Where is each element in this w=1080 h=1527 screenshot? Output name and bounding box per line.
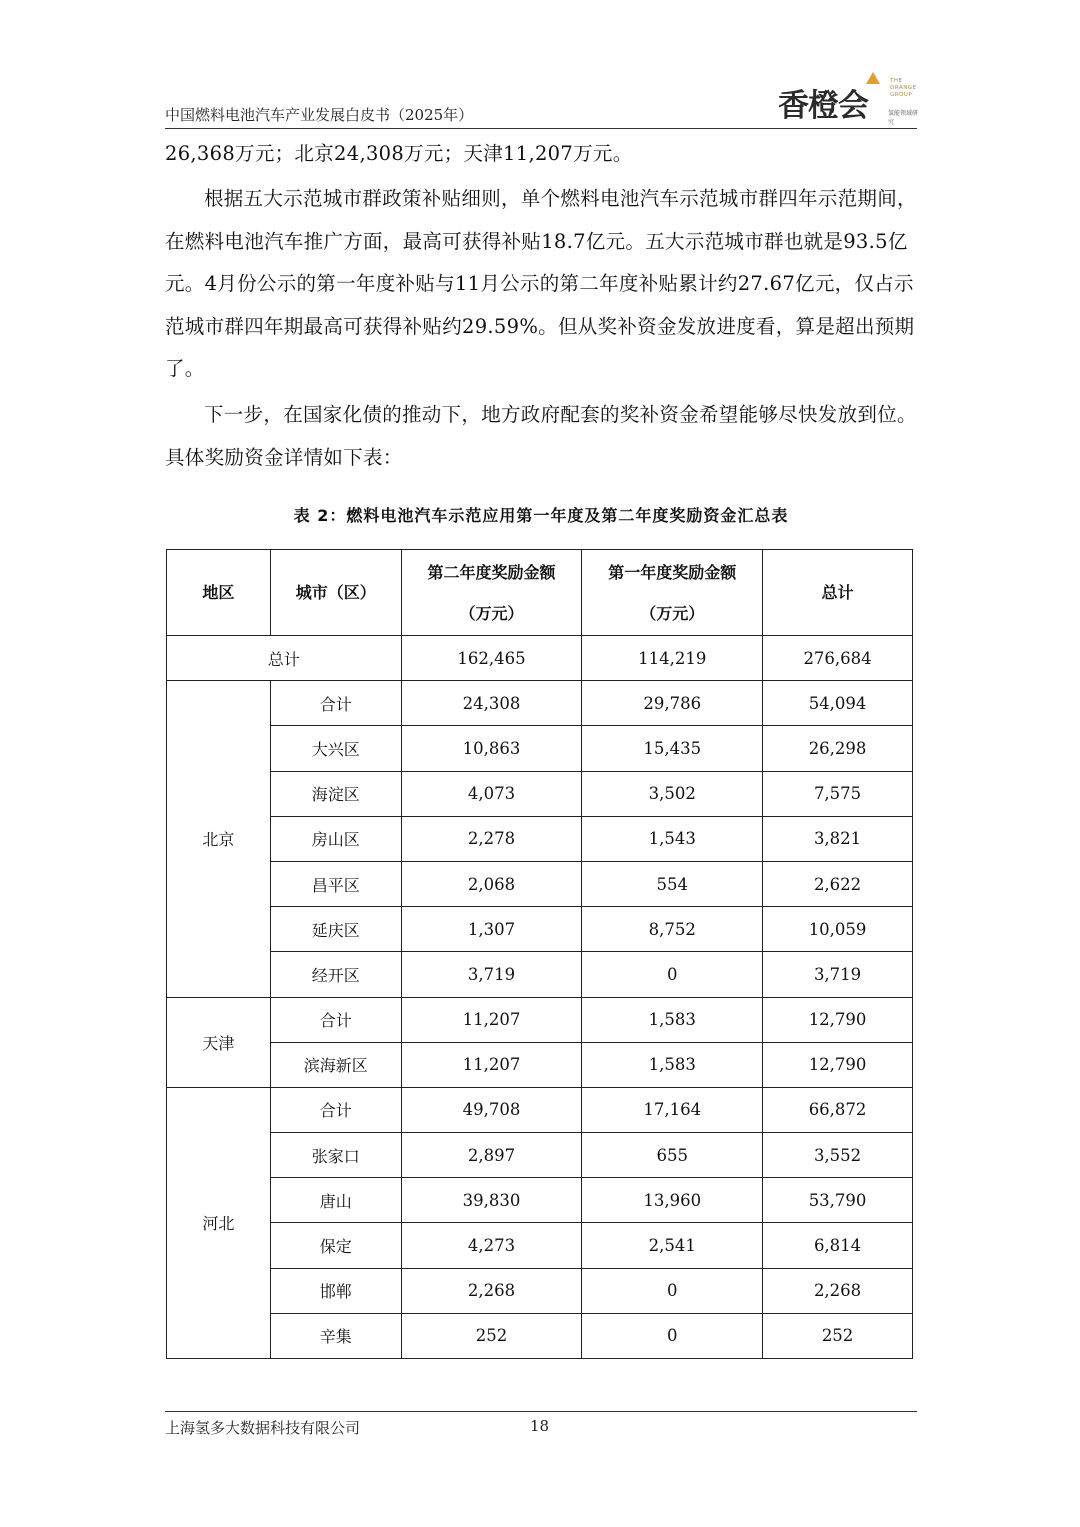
year1-cell: 0 xyxy=(582,1313,763,1358)
region-hebei: 河北 xyxy=(167,1087,271,1358)
year2-cell: 252 xyxy=(401,1313,582,1358)
city-cell: 唐山 xyxy=(270,1178,401,1223)
year1-cell: 554 xyxy=(582,861,763,906)
grand-total-year1: 114,219 xyxy=(582,636,763,681)
logo xyxy=(778,72,919,126)
logo-sub: 氢能领域研究 xyxy=(888,110,919,126)
table-row xyxy=(167,1268,913,1313)
year1-cell: 1,543 xyxy=(582,816,763,861)
total-cell: 3,552 xyxy=(763,1133,913,1178)
table-row xyxy=(167,771,913,816)
table-row xyxy=(167,907,913,952)
city-cell: 合计 xyxy=(270,681,401,726)
city-cell: 保定 xyxy=(270,1223,401,1268)
total-cell: 12,790 xyxy=(763,997,913,1042)
year1-cell: 1,583 xyxy=(582,997,763,1042)
award-table xyxy=(166,549,913,1359)
table-row xyxy=(167,1042,913,1087)
year2-cell: 24,308 xyxy=(401,681,582,726)
paragraph-text: 下一步，在国家化债的推动下，地方政府配套的奖补资金希望能够尽快发放到位。具体奖励资金详情如下表： xyxy=(165,403,917,469)
header-year1-line2: （万元） xyxy=(640,603,705,623)
year2-cell: 4,073 xyxy=(401,771,582,816)
total-cell: 26,298 xyxy=(763,726,913,771)
total-cell: 53,790 xyxy=(763,1178,913,1223)
year1-cell: 17,164 xyxy=(582,1087,763,1132)
table-row xyxy=(167,952,913,997)
header-year2-line1: 第二年度奖励金额 xyxy=(427,562,556,582)
year1-cell: 2,541 xyxy=(582,1223,763,1268)
city-cell: 经开区 xyxy=(270,952,401,997)
grand-total-row xyxy=(167,636,913,681)
city-cell: 大兴区 xyxy=(270,726,401,771)
paragraph-text: 26,368万元；北京24,308万元；天津11,207万元。 xyxy=(165,142,633,165)
city-cell: 延庆区 xyxy=(270,907,401,952)
city-cell: 海淀区 xyxy=(270,771,401,816)
year2-cell: 11,207 xyxy=(401,997,582,1042)
year2-cell: 3,719 xyxy=(401,952,582,997)
city-cell: 邯郸 xyxy=(270,1268,401,1313)
region-tianjin: 天津 xyxy=(167,997,271,1087)
paragraph-3 xyxy=(165,394,917,479)
year1-cell: 3,502 xyxy=(582,771,763,816)
header-year2-line2: （万元） xyxy=(459,603,524,623)
city-cell: 合计 xyxy=(270,997,401,1042)
table-row xyxy=(167,681,913,726)
year2-cell: 2,068 xyxy=(401,861,582,906)
header-city: 城市（区） xyxy=(270,550,401,636)
paragraph-1 xyxy=(165,133,917,176)
year1-cell: 655 xyxy=(582,1133,763,1178)
logo-en: THE ORANGE GROUP xyxy=(890,78,917,98)
table-row xyxy=(167,1178,913,1223)
table-row xyxy=(167,861,913,906)
grand-total-year2: 162,465 xyxy=(401,636,582,681)
city-cell: 合计 xyxy=(270,1087,401,1132)
header-total: 总计 xyxy=(763,550,913,636)
city-cell: 昌平区 xyxy=(270,861,401,906)
header-year1-line1: 第一年度奖励金额 xyxy=(608,562,737,582)
total-cell: 2,622 xyxy=(763,861,913,906)
year2-cell: 4,273 xyxy=(401,1223,582,1268)
header-year2 xyxy=(401,550,582,636)
grand-total-label: 总计 xyxy=(167,636,402,681)
footer-company: 上海氢多大数据科技有限公司 xyxy=(165,1419,361,1437)
year2-cell: 2,278 xyxy=(401,816,582,861)
year2-cell: 49,708 xyxy=(401,1087,582,1132)
year2-cell: 1,307 xyxy=(401,907,582,952)
table-row xyxy=(167,1133,913,1178)
header-rule xyxy=(165,128,917,129)
header-title: 中国燃料电池汽车产业发展白皮书（2025年） xyxy=(165,106,474,124)
total-cell: 7,575 xyxy=(763,771,913,816)
table-caption: 表 2：燃料电池汽车示范应用第一年度及第二年度奖励资金汇总表 xyxy=(293,506,789,525)
paragraph-2 xyxy=(165,178,917,391)
year1-cell: 15,435 xyxy=(582,726,763,771)
year1-cell: 13,960 xyxy=(582,1178,763,1223)
total-cell: 66,872 xyxy=(763,1087,913,1132)
header-region: 地区 xyxy=(167,550,271,636)
region-beijing: 北京 xyxy=(167,681,271,997)
header-year1 xyxy=(582,550,763,636)
table-row xyxy=(167,816,913,861)
total-cell: 54,094 xyxy=(763,681,913,726)
table-row xyxy=(167,997,913,1042)
total-cell: 252 xyxy=(763,1313,913,1358)
footer-rule xyxy=(165,1411,917,1412)
year1-cell: 8,752 xyxy=(582,907,763,952)
year2-cell: 39,830 xyxy=(401,1178,582,1223)
total-cell: 3,821 xyxy=(763,816,913,861)
city-cell: 房山区 xyxy=(270,816,401,861)
table-row xyxy=(167,1087,913,1132)
table-row xyxy=(167,1313,913,1358)
city-cell: 滨海新区 xyxy=(270,1042,401,1087)
total-cell: 10,059 xyxy=(763,907,913,952)
total-cell: 6,814 xyxy=(763,1223,913,1268)
logo-mark-icon xyxy=(866,72,880,84)
grand-total-total: 276,684 xyxy=(763,636,913,681)
table-row xyxy=(167,1223,913,1268)
city-cell: 张家口 xyxy=(270,1133,401,1178)
total-cell: 2,268 xyxy=(763,1268,913,1313)
total-cell: 12,790 xyxy=(763,1042,913,1087)
city-cell: 辛集 xyxy=(270,1313,401,1358)
logo-text: 香橙会 xyxy=(778,88,868,124)
year1-cell: 0 xyxy=(582,1268,763,1313)
total-cell: 3,719 xyxy=(763,952,913,997)
year1-cell: 29,786 xyxy=(582,681,763,726)
table-row xyxy=(167,726,913,771)
paragraph-text: 根据五大示范城市群政策补贴细则，单个燃料电池汽车示范城市群四年示范期间，在燃料电池汽车推广方面，最高可获得补贴18.7亿元。五大示范城市群也就是93.5亿元。4月份公示的第一年度补贴与11月公示的第二年度补贴累计约27.67亿元，仅占示范城市群四年期最高可获得补贴约29.59%。但从奖补资金发放进度看，算是超出预期了。 xyxy=(165,187,917,380)
year2-cell: 2,897 xyxy=(401,1133,582,1178)
year1-cell: 1,583 xyxy=(582,1042,763,1087)
year2-cell: 10,863 xyxy=(401,726,582,771)
year2-cell: 2,268 xyxy=(401,1268,582,1313)
year2-cell: 11,207 xyxy=(401,1042,582,1087)
year1-cell: 0 xyxy=(582,952,763,997)
page-number: 18 xyxy=(530,1417,550,1435)
